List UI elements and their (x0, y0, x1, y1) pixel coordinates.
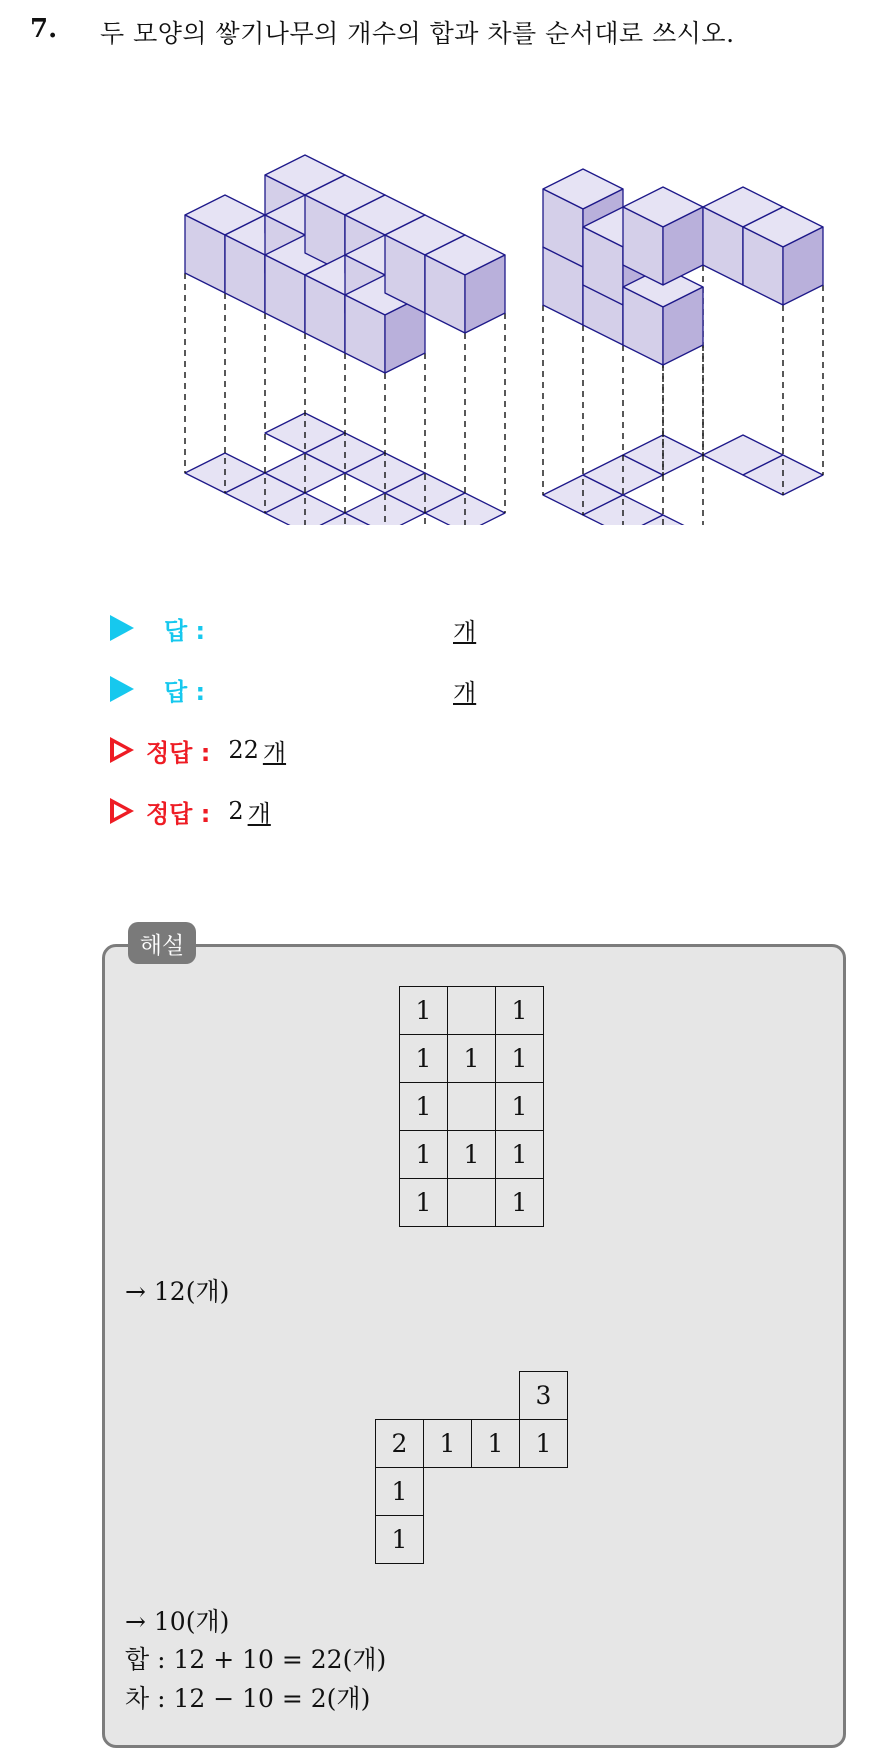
grid-cell: 2 (376, 1420, 424, 1468)
question-number: 7. (30, 14, 58, 44)
correct-answer-row-2 (110, 791, 271, 831)
grid-cell: 1 (376, 1516, 424, 1564)
grid-cell: 1 (496, 1035, 544, 1083)
correct-unit: 개 (262, 738, 287, 767)
top-view-grid-1 (399, 986, 544, 1227)
correct-value: 22 (228, 736, 259, 764)
grid-cell: 1 (496, 1083, 544, 1131)
grid-cell (520, 1468, 568, 1516)
grid-cell: 1 (400, 1179, 448, 1227)
grid-cell (424, 1516, 472, 1564)
grid-cell (424, 1372, 472, 1420)
answer-unit: 개 (453, 618, 477, 646)
grid-cell (472, 1516, 520, 1564)
left-cube-figure (185, 155, 505, 525)
grid-cell (424, 1468, 472, 1516)
answer-unit: 개 (453, 679, 477, 707)
grid-cell: 1 (400, 1035, 448, 1083)
grid-cell: 1 (376, 1468, 424, 1516)
answer-row-2[interactable] (110, 669, 205, 709)
stacked-cubes-figure (0, 95, 884, 525)
correct-label: 정답 : (146, 799, 211, 828)
correct-answer-row-1 (110, 730, 286, 770)
grid-cell: 1 (400, 987, 448, 1035)
grid-cell (448, 1179, 496, 1227)
answer-label: 답 : (164, 677, 206, 706)
grid-cell (472, 1372, 520, 1420)
result-1: → 12(개) (125, 1277, 230, 1306)
grid-cell: 1 (496, 1179, 544, 1227)
play-triangle-icon (110, 676, 134, 702)
right-cube-figure (543, 169, 823, 525)
answer-label: 답 : (164, 616, 206, 645)
question-text: 두 모양의 쌓기나무의 개수의 합과 차를 순서대로 쓰시오. (100, 19, 735, 48)
correct-value: 2 (228, 797, 244, 825)
grid-cell (448, 987, 496, 1035)
difference-line: 차 : 12 − 10 = 2(개) (125, 1684, 371, 1713)
result-2: → 10(개) (125, 1607, 230, 1636)
correct-unit: 개 (247, 799, 271, 828)
top-view-grid-2 (375, 1371, 568, 1564)
grid-cell: 1 (400, 1131, 448, 1179)
grid-cell (472, 1468, 520, 1516)
grid-cell (448, 1083, 496, 1131)
grid-cell: 1 (496, 987, 544, 1035)
grid-cell: 1 (472, 1420, 520, 1468)
correct-label: 정답 : (146, 738, 211, 767)
grid-cell: 1 (448, 1131, 496, 1179)
grid-cell: 1 (424, 1420, 472, 1468)
outline-triangle-icon (110, 737, 134, 763)
grid-cell: 1 (448, 1035, 496, 1083)
grid-cell: 1 (496, 1131, 544, 1179)
grid-cell: 3 (520, 1372, 568, 1420)
explanation-badge: 해설 (128, 922, 196, 964)
play-triangle-icon (110, 615, 134, 641)
grid-cell: 1 (400, 1083, 448, 1131)
answer-row-1[interactable] (110, 608, 205, 648)
outline-triangle-icon (110, 798, 134, 824)
sum-line: 합 : 12 + 10 = 22(개) (125, 1645, 387, 1674)
grid-cell: 1 (520, 1420, 568, 1468)
grid-cell (376, 1372, 424, 1420)
grid-cell (520, 1516, 568, 1564)
